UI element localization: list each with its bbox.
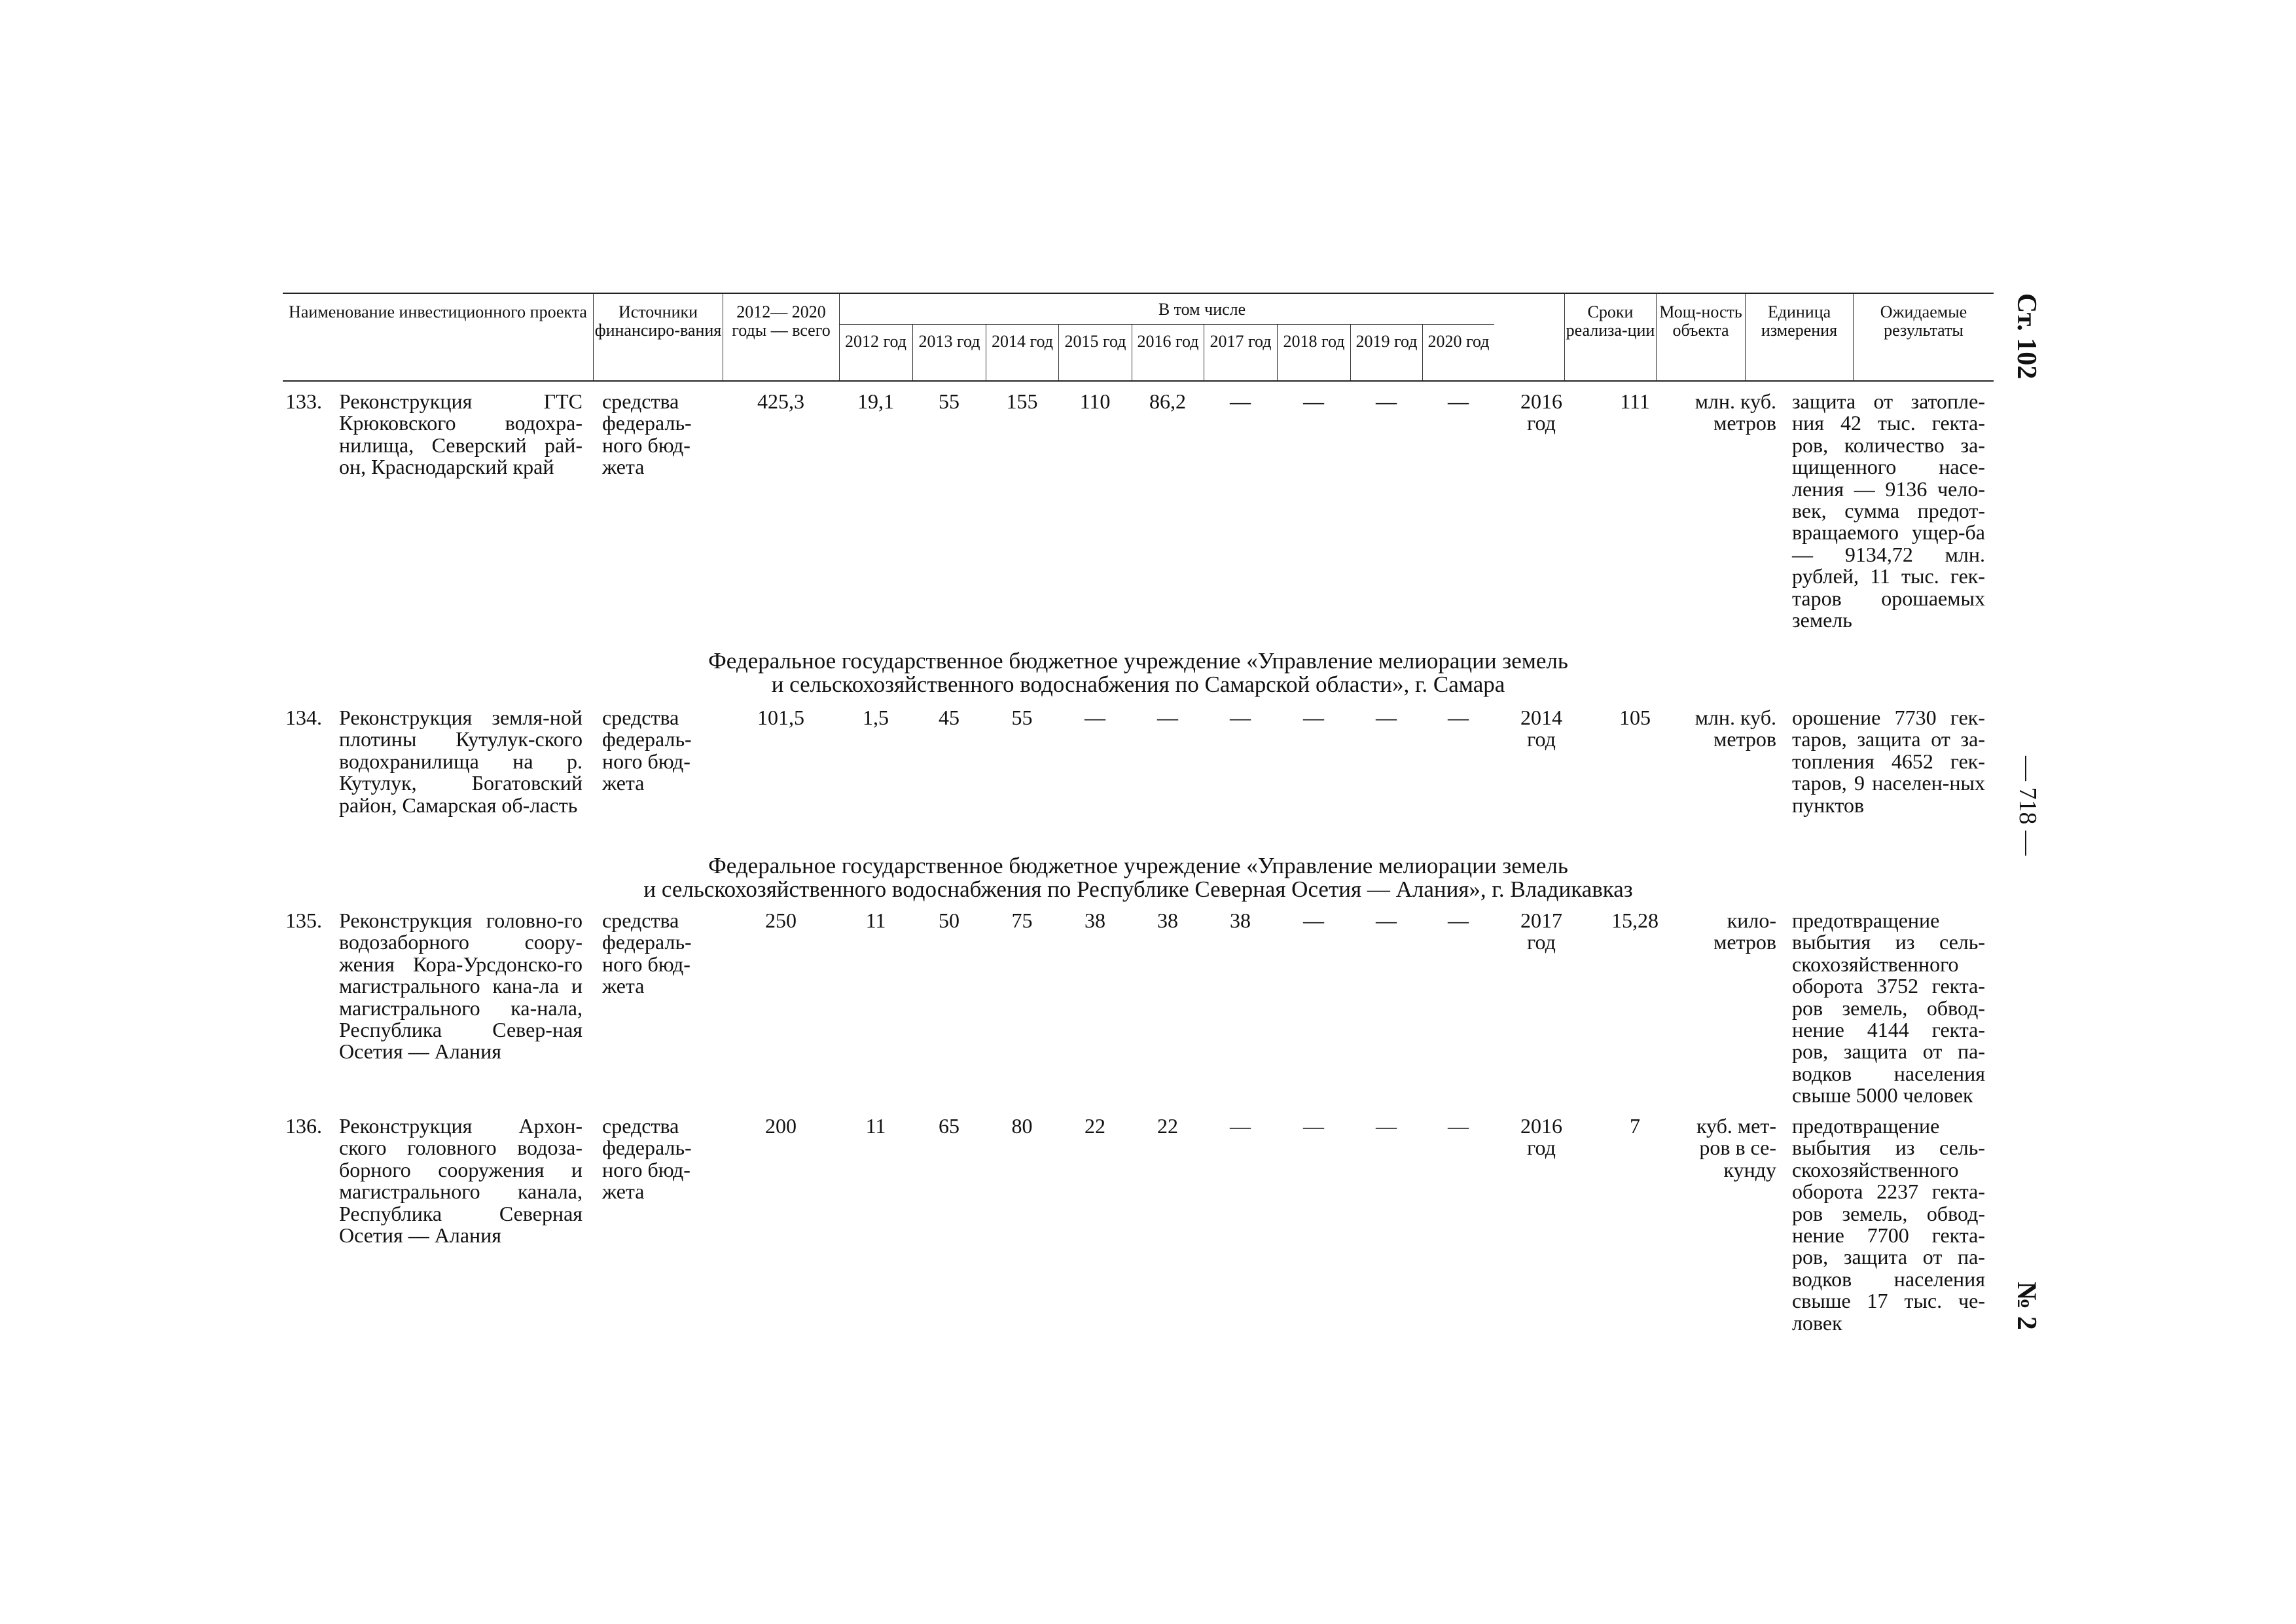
header-source: Источники финансиро-вания [593,294,723,380]
funding-source: средства федераль-ного бюд-жета [602,909,692,998]
section-heading-line: Федеральное государственное бюджетное учреждение «Управление мелиорации земель [708,853,1568,878]
row-number: 133. [285,389,322,413]
issue-label: № 2 [2011,1282,2041,1330]
year-value: — [1303,909,1324,932]
year-value: 65 [939,1114,960,1138]
year-value: 11 [865,909,886,932]
year-value: — [1448,909,1469,932]
funding-source: средства федераль-ного бюд-жета [602,1114,692,1204]
expected-result: орошение 7730 гек-таров, защита от за-топления 4652 гек-таров, 9 населен-ных пунктов [1792,706,1985,817]
year-value: 75 [1011,909,1033,932]
unit-value: куб. мет-ров в се-кунду [1696,1114,1776,1182]
project-name: Реконструкция земля-ной плотины Кутулук-ского водохранилища на р. Кутулук, Богатовский район, Самарская об-ласть [339,706,583,817]
header-unit: Единица измерения [1745,294,1853,380]
year-value: — [1157,706,1178,729]
total-value: 101,5 [757,706,804,729]
year-value: — [1376,909,1397,932]
year-value: 50 [939,909,960,932]
section-heading-line: Федеральное государственное бюджетное учреждение «Управление мелиорации земель [708,648,1568,674]
header-year-2013: 2013 год [912,324,986,380]
header-year-2012: 2012 год [839,324,912,380]
total-value: 425,3 [757,389,804,413]
header-year-2014: 2014 год [986,324,1058,380]
header-year-2020: 2020 год [1422,324,1494,380]
project-name: Реконструкция ГТС Крюковского водохра-нилища, Северский рай-он, Краснодарский край [339,389,583,479]
total-value: 250 [765,909,797,932]
expected-result: предотвращение выбытия из сель-скохозяйственного оборота 2237 гекта-ров земель, обвод-нение 7700 гекта-ров, защита от па-водков населения свыше 17 тыс. че-ловек [1792,1114,1985,1335]
header-capacity: Мощ-ность объекта [1656,294,1745,380]
expected-result: защита от затопле-ния 42 тыс. гекта-ров, количество за-щищенного насе-ления — 9136 чело-век, сумма предот-вращаемого ущер-ба — 9134,72 млн. рублей, 11 тыс. гек-таров орошаемых земель [1792,389,1985,632]
header-including: В том числе [839,294,1564,380]
year-value: 19,1 [857,389,894,413]
year-value: 80 [1011,1114,1033,1138]
total-value: 200 [765,1114,797,1138]
year-value: 38 [1157,909,1178,932]
unit-value: млн. куб. метров [1695,389,1776,435]
year-value: 110 [1079,389,1111,413]
funding-source: средства федераль-ного бюд-жета [602,389,692,479]
year-value: 55 [1011,706,1033,729]
year-value: 11 [865,1114,886,1138]
year-value: 1,5 [863,706,889,729]
row-number: 134. [285,706,322,729]
project-name: Реконструкция Архон-ского головного водоза-борного сооружения и магистрального канала, Республика Северная Осетия — Алания [339,1114,583,1248]
table-header [283,293,1994,382]
header-results: Ожидаемые результаты [1853,294,1994,380]
year-value: — [1303,389,1324,413]
period-value: 2017 год [1520,909,1562,954]
year-value: — [1376,389,1397,413]
year-value: 45 [939,706,960,729]
expected-result: предотвращение выбытия из сель-скохозяйственного оборота 3752 гекта-ров земель, обвод-нение 4144 гекта-ров, защита от па-водков населения свыше 5000 человек [1792,909,1985,1108]
year-value: — [1085,706,1105,729]
year-value: — [1448,706,1469,729]
year-value: 22 [1157,1114,1178,1138]
year-value: — [1448,389,1469,413]
period-value: 2016 год [1520,1114,1562,1160]
section-heading [283,854,1994,901]
funding-source: средства федераль-ного бюд-жета [602,706,692,795]
row-number: 136. [285,1114,322,1138]
header-year-2019: 2019 год [1350,324,1422,380]
page-number: — 718 — [2014,756,2041,856]
section-heading-line: и сельскохозяйственного водоснабжения по Республике Северная Осетия — Алания», г. Владикавказ [643,876,1633,902]
header-year-2015: 2015 год [1058,324,1132,380]
year-value: 38 [1230,909,1251,932]
header-total: 2012— 2020 годы — всего [723,294,839,380]
year-value: 155 [1006,389,1038,413]
header-year-2018: 2018 год [1277,324,1350,380]
year-value: — [1230,706,1251,729]
header-period: Сроки реализа-ции [1564,294,1656,380]
capacity-value: 7 [1630,1114,1640,1138]
unit-value: кило-метров [1713,909,1776,954]
year-value: — [1376,706,1397,729]
header-year-2016: 2016 год [1132,324,1204,380]
year-value: — [1376,1114,1397,1138]
article-label: Ст. 102 [2011,293,2041,380]
capacity-value: 105 [1619,706,1651,729]
row-number: 135. [285,909,322,932]
capacity-value: 111 [1620,389,1650,413]
year-value: 38 [1085,909,1105,932]
year-value: — [1303,1114,1324,1138]
period-value: 2014 год [1520,706,1562,751]
year-value: 22 [1085,1114,1105,1138]
year-value: — [1448,1114,1469,1138]
section-heading-line: и сельскохозяйственного водоснабжения по Самарской области», г. Самара [771,672,1505,697]
capacity-value: 15,28 [1611,909,1659,932]
header-year-2017: 2017 год [1204,324,1277,380]
project-name: Реконструкция головно-го водозаборного соору-жения Кора-Урсдонско-го магистрального кана-ла и магистрального ка-нала, Республика Север-ная Осетия — Алания [339,909,583,1064]
year-value: — [1230,389,1251,413]
year-value: — [1303,706,1324,729]
section-heading [283,649,1994,696]
year-value: 55 [939,389,960,413]
unit-value: млн. куб. метров [1695,706,1776,751]
header-name: Наименование инвестиционного проекта [289,302,587,321]
period-value: 2016 год [1520,389,1562,435]
year-value: 86,2 [1149,389,1186,413]
year-value: — [1230,1114,1251,1138]
